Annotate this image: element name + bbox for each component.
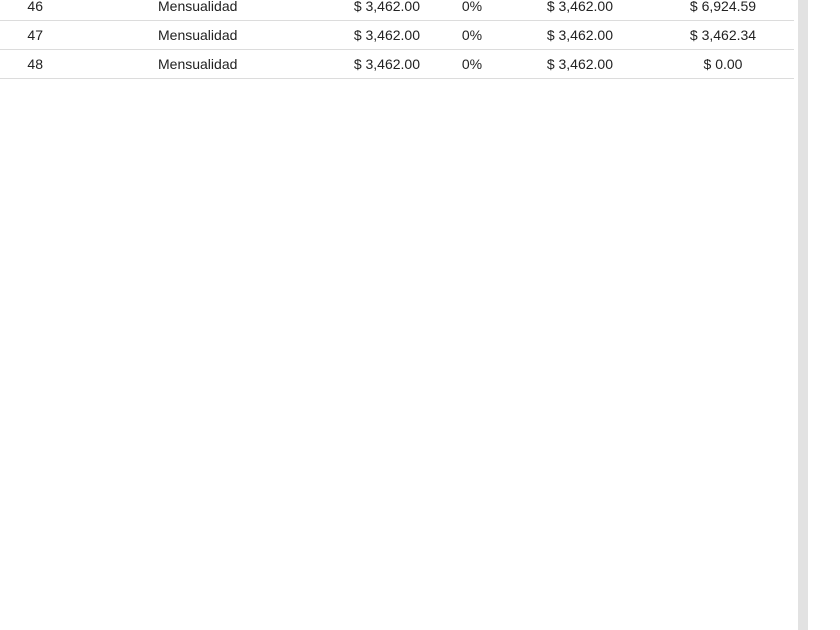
row-balance: $ 3,462.34 xyxy=(689,27,757,43)
row-percentage: 0% xyxy=(461,56,483,72)
row-amount: $ 3,462.00 xyxy=(353,27,420,43)
row-amount: $ 3,462.00 xyxy=(353,56,420,72)
row-number: 47 xyxy=(27,27,43,43)
vertical-scrollbar[interactable] xyxy=(798,0,808,630)
row-balance: $ 0.00 xyxy=(703,56,743,72)
payments-table xyxy=(0,0,794,79)
row-concept: Mensualidad xyxy=(158,56,238,72)
row-amount: $ 3,462.00 xyxy=(353,0,420,14)
row-total: $ 3,462.00 xyxy=(546,56,613,72)
table-row xyxy=(0,21,794,50)
row-number: 48 xyxy=(27,56,43,72)
page-gutter xyxy=(808,0,840,630)
row-total: $ 3,462.00 xyxy=(546,27,613,43)
row-percentage: 0% xyxy=(461,27,483,43)
row-concept: Mensualidad xyxy=(158,0,238,14)
row-concept: Mensualidad xyxy=(158,27,238,43)
table-row xyxy=(0,0,794,21)
row-total: $ 3,462.00 xyxy=(546,0,613,14)
row-number: 46 xyxy=(27,0,43,14)
table-row xyxy=(0,50,794,79)
row-balance: $ 6,924.59 xyxy=(689,0,757,14)
row-percentage: 0% xyxy=(461,0,483,14)
